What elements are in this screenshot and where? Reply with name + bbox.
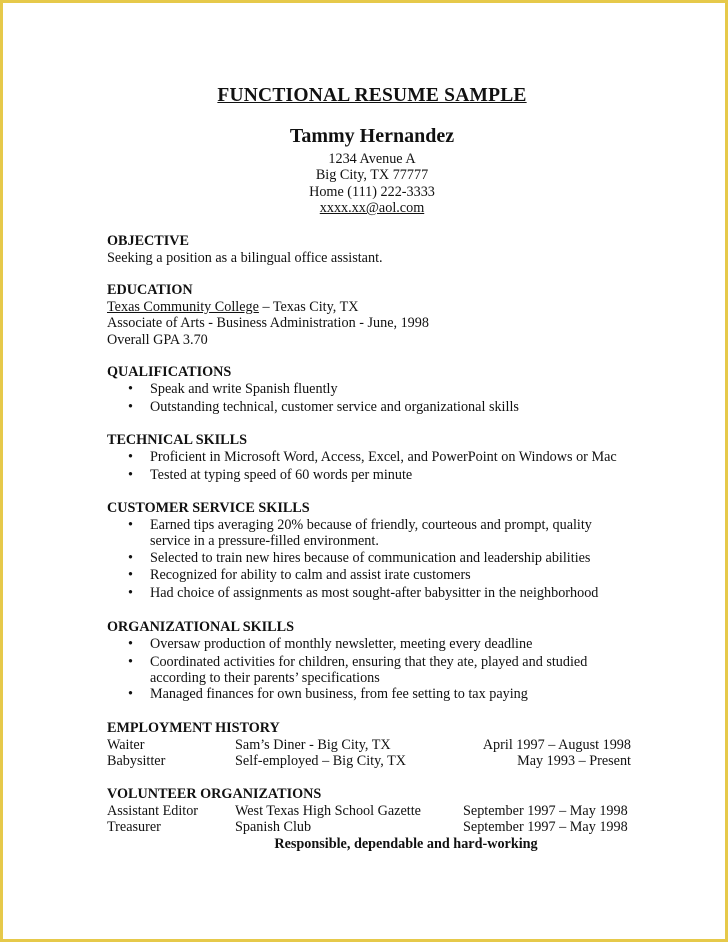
list-item: • Selected to train new hires because of communication and leadership abilities bbox=[128, 549, 591, 566]
list-item: • Oversaw production of monthly newsletter, meeting every deadline bbox=[128, 636, 533, 652]
employment-role: Babysitter bbox=[107, 753, 166, 770]
organizational-heading: ORGANIZATIONAL SKILLS bbox=[107, 619, 294, 635]
objective-section bbox=[107, 233, 637, 266]
volunteer-dates: September 1997 – May 1998 bbox=[463, 819, 628, 836]
list-item: • Proficient in Microsoft Word, Access, Excel, and PowerPoint on Windows or Mac bbox=[128, 449, 617, 465]
table-row bbox=[107, 819, 637, 835]
qualifications-section bbox=[107, 364, 637, 415]
education-degree: Associate of Arts - Business Administration - June, 1998 bbox=[107, 315, 429, 332]
employment-dates: April 1997 – August 1998 bbox=[482, 737, 631, 753]
candidate-name: Tammy Hernandez bbox=[289, 125, 455, 147]
contact-city: Big City, TX 77777 bbox=[315, 167, 429, 184]
education-school[interactable]: Texas Community College bbox=[107, 299, 259, 315]
list-item: • Speak and write Spanish fluently bbox=[128, 381, 338, 397]
contact-address: 1234 Avenue A bbox=[328, 151, 416, 167]
employment-dates: May 1993 – Present bbox=[517, 753, 631, 770]
technical-list bbox=[107, 449, 637, 483]
list-item: • Earned tips averaging 20% because of friendly, courteous and prompt, quality service in a pressure-filled environment. bbox=[128, 517, 592, 550]
volunteer-heading: VOLUNTEER ORGANIZATIONS bbox=[107, 786, 322, 802]
education-heading: EDUCATION bbox=[107, 282, 193, 298]
customer-heading: CUSTOMER SERVICE SKILLS bbox=[107, 500, 310, 516]
tagline: Responsible, dependable and hard-working bbox=[274, 836, 538, 852]
employment-place: Self-employed – Big City, TX bbox=[235, 753, 407, 770]
contact-email-link[interactable]: xxxx.xx@aol.com bbox=[319, 200, 425, 217]
volunteer-place: Spanish Club bbox=[235, 819, 312, 836]
volunteer-role: Treasurer bbox=[107, 819, 161, 836]
table-row bbox=[107, 737, 637, 753]
objective-heading: OBJECTIVE bbox=[107, 233, 189, 249]
employment-role: Waiter bbox=[107, 737, 145, 753]
education-location: – Texas City, TX bbox=[258, 299, 359, 315]
list-item: • Had choice of assignments as most sought-after babysitter in the neighborhood bbox=[128, 584, 599, 601]
table-row bbox=[107, 753, 637, 769]
list-item: • Coordinated activities for children, ensuring that they ate, played and studied according to their parents’ specifications bbox=[128, 653, 588, 686]
qualifications-list bbox=[107, 381, 637, 415]
list-item: • Outstanding technical, customer service and organizational skills bbox=[128, 398, 519, 415]
objective-text: Seeking a position as a bilingual office assistant. bbox=[107, 250, 383, 266]
volunteer-dates: September 1997 – May 1998 bbox=[463, 803, 628, 819]
volunteer-role: Assistant Editor bbox=[107, 803, 199, 819]
list-item: • Tested at typing speed of 60 words per minute bbox=[128, 466, 413, 483]
education-school-line bbox=[107, 299, 637, 315]
education-section bbox=[107, 282, 637, 348]
employment-section bbox=[107, 720, 637, 770]
customer-list bbox=[107, 517, 637, 601]
list-item: • Recognized for ability to calm and assist irate customers bbox=[128, 567, 471, 584]
contact-phone: Home (111) 222-3333 bbox=[309, 183, 435, 200]
employment-place: Sam’s Diner - Big City, TX bbox=[235, 737, 391, 753]
customer-section bbox=[107, 500, 637, 601]
table-row bbox=[107, 803, 637, 819]
education-gpa: Overall GPA 3.70 bbox=[107, 331, 208, 348]
volunteer-section bbox=[107, 786, 637, 836]
organizational-list bbox=[107, 636, 637, 703]
organizational-section bbox=[107, 619, 637, 703]
volunteer-place: West Texas High School Gazette bbox=[235, 803, 421, 819]
list-item: • Managed finances for own business, from fee setting to tax paying bbox=[128, 686, 528, 703]
document-title: FUNCTIONAL RESUME SAMPLE bbox=[217, 85, 527, 106]
qualifications-heading: QUALIFICATIONS bbox=[107, 364, 232, 380]
contact-block bbox=[107, 151, 637, 217]
employment-heading: EMPLOYMENT HISTORY bbox=[107, 720, 280, 736]
technical-section bbox=[107, 432, 637, 483]
technical-heading: TECHNICAL SKILLS bbox=[107, 432, 247, 448]
